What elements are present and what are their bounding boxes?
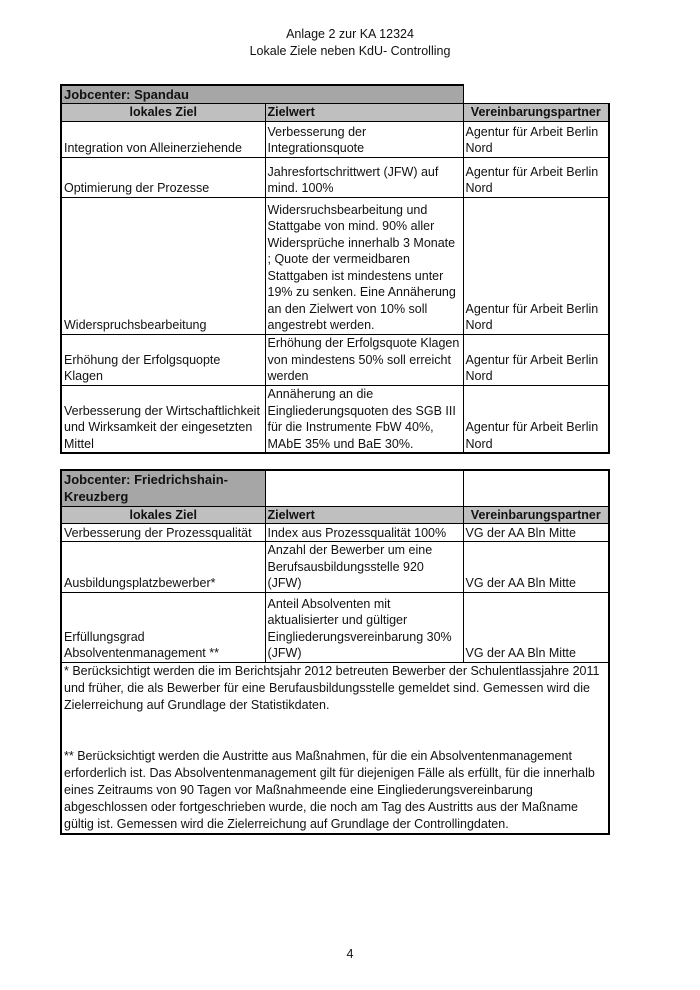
goal-cell: Optimierung der Prozesse	[61, 157, 265, 197]
document-header	[0, 26, 700, 60]
page-number: 4	[346, 947, 354, 961]
goal-cell: Integration von Alleinerziehende	[61, 121, 265, 157]
target-cell: Annäherung an die Eingliederungsquoten des SGB III für die Instrumente FbW 40%, MAbE 35% und BaE 30%.	[265, 385, 463, 453]
header-line-2: Lokale Ziele neben KdU- Controlling	[249, 44, 451, 58]
target-cell: Jahresfortschrittwert (JFW) auf mind. 100%	[265, 157, 463, 197]
table-row	[61, 542, 609, 593]
goal-cell: Erfüllungsgrad Absolventenmanagement **	[61, 592, 265, 662]
jobcenter-title: Jobcenter: Spandau	[61, 85, 463, 104]
goal-cell: Erhöhung der Erfolgsquopte Klagen	[61, 334, 265, 385]
target-cell: Widersruchsbearbeitung und Stattgabe von mind. 90% aller Widersprüche innerhalb 3 Monate ; Quote der vermeidbaren Stattgaben ist mindestens unter 19% zu senken. Eine Annäherung an den Zielwert von 10% soll angestrebt werden.	[265, 197, 463, 334]
goal-cell: Verbesserung der Wirtschaftlichkeit und Wirksamkeit der eingesetzten Mittel	[61, 385, 265, 453]
goal-cell: Verbesserung der Prozessqualität	[61, 524, 265, 542]
table-row	[61, 524, 609, 542]
partner-cell: Agentur für Arbeit Berlin Nord	[463, 334, 609, 385]
target-cell: Erhöhung der Erfolgsquote Klagen von mindestens 50% soll erreicht werden	[265, 334, 463, 385]
target-cell: Index aus Prozessqualität 100%	[265, 524, 463, 542]
partner-cell: Agentur für Arbeit Berlin Nord	[463, 385, 609, 453]
table-row	[61, 197, 609, 334]
friedrichshain-kreuzberg-table	[60, 469, 610, 835]
target-cell: Anzahl der Bewerber um eine Berufsausbildungsstelle 920 (JFW)	[265, 542, 463, 593]
partner-cell: VG der AA Bln Mitte	[463, 542, 609, 593]
table-row	[61, 334, 609, 385]
table-row	[61, 385, 609, 453]
partner-cell: Agentur für Arbeit Berlin Nord	[463, 197, 609, 334]
header-line-1: Anlage 2 zur KA 12324	[286, 27, 414, 41]
footnotes	[61, 662, 609, 834]
spandau-table	[60, 84, 610, 454]
footnote-2: ** Berücksichtigt werden die Austritte aus Maßnahmen, für die ein Absolventenmanagement erforderlich ist. Das Absolventenmanagement gilt für diejenigen Fälle als erfüllt, für die innerhalb eines Zeitraums von 90 Tagen vor Maßnahmeende eine Eingliederungsvereinbarung abgeschlossen oder fortgeschrieben wurde, die noch am Tag des Austritts aus der Maßname gültig ist. Gemessen wird die Zielerreichung auf Grundlage der Controllingdaten.	[64, 748, 595, 831]
footnote-1: * Berücksichtigt werden die im Berichtsjahr 2012 betreuten Bewerber der Schulentlassjahre 2011 und früher, die als Bewerber für eine Berufausbildungsstelle gemeldet sind. Gemessen wird die Zielerreichung auf Grundlage der Statistikdaten.	[64, 663, 600, 712]
table-row	[61, 121, 609, 157]
partner-cell: Agentur für Arbeit Berlin Nord	[463, 157, 609, 197]
col-header-target: Zielwert	[265, 506, 463, 524]
col-header-partner: Vereinbarungspartner	[463, 104, 609, 122]
target-cell: Verbesserung der Integrationsquote	[265, 121, 463, 157]
jobcenter-title: Jobcenter: Friedrichshain-Kreuzberg	[61, 470, 265, 506]
target-cell: Anteil Absolventen mit aktualisierter und gültiger Eingliederungsvereinbarung 30% (JFW)	[265, 592, 463, 662]
goal-cell: Widerspruchsbearbeitung	[61, 197, 265, 334]
partner-cell: Agentur für Arbeit Berlin Nord	[463, 121, 609, 157]
partner-cell: VG der AA Bln Mitte	[463, 592, 609, 662]
table-row	[61, 592, 609, 662]
partner-cell: VG der AA Bln Mitte	[463, 524, 609, 542]
table-row	[61, 157, 609, 197]
col-header-target: Zielwert	[265, 104, 463, 122]
goal-cell: Ausbildungsplatzbewerber*	[61, 542, 265, 593]
col-header-partner: Vereinbarungspartner	[463, 506, 609, 524]
col-header-goal: lokales Ziel	[61, 104, 265, 122]
col-header-goal: lokales Ziel	[61, 506, 265, 524]
